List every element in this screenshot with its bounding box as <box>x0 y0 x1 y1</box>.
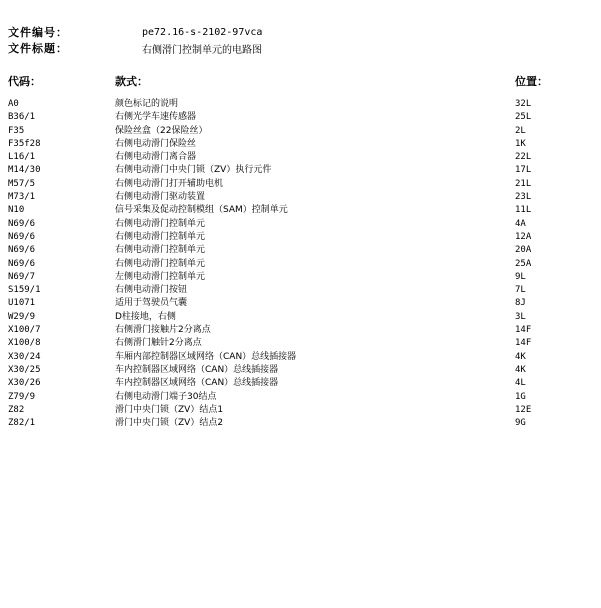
table-row <box>8 324 593 337</box>
part-location: 9G <box>515 418 526 429</box>
part-code: Z82 <box>8 404 25 415</box>
part-description: 右侧电动滑门按钮 <box>115 285 188 296</box>
part-description: 信号采集及促动控制模组（SAM）控制单元 <box>115 205 288 216</box>
part-location: 8J <box>515 298 526 309</box>
part-location: 1K <box>515 138 526 149</box>
doc-number-value: pe72.16-s-2102-97vca <box>142 26 263 38</box>
part-code: X100/7 <box>8 325 41 336</box>
part-location: 1G <box>515 391 526 402</box>
part-code: N69/6 <box>8 218 36 229</box>
table-row <box>8 138 593 151</box>
part-code: M57/5 <box>8 178 36 189</box>
table-row <box>8 271 593 284</box>
location-column-header: 位置： <box>515 75 548 88</box>
part-location: 3L <box>515 311 526 322</box>
part-description: 右侧光学车速传感器 <box>115 112 197 123</box>
part-code: N69/6 <box>8 245 36 256</box>
part-location: 14F <box>515 325 532 336</box>
doc-title-value: 右侧滑门控制单元的电路图 <box>142 44 262 56</box>
table-row <box>8 284 593 297</box>
table-row <box>8 337 593 350</box>
part-description: 右侧电动滑门中央门锁（ZV）执行元件 <box>115 165 272 176</box>
part-code: W29/9 <box>8 311 36 322</box>
part-description: 右侧电动滑门控制单元 <box>115 218 206 229</box>
part-code: M73/1 <box>8 192 36 203</box>
part-location: 4K <box>515 351 526 362</box>
part-description: 车内控制器区域网络（CAN）总线插接器 <box>115 378 279 389</box>
part-location: 25A <box>515 258 532 269</box>
table-row <box>8 297 593 310</box>
table-row <box>8 377 593 390</box>
part-location: 23L <box>515 192 532 203</box>
column-headers <box>8 73 593 89</box>
part-location: 4A <box>515 218 526 229</box>
table-row <box>8 125 593 138</box>
part-description: 右侧电动滑门控制单元 <box>115 245 206 256</box>
table-row <box>8 311 593 324</box>
part-location: 12A <box>515 231 532 242</box>
part-description: 左侧电动滑门控制单元 <box>115 271 206 282</box>
part-code: Z82/1 <box>8 418 36 429</box>
part-location: 9L <box>515 271 526 282</box>
part-code: U1071 <box>8 298 36 309</box>
table-row <box>8 258 593 271</box>
table-row <box>8 111 593 124</box>
part-location: 25L <box>515 112 532 123</box>
part-code: A0 <box>8 99 19 109</box>
doc-number-row <box>8 24 588 40</box>
doc-title-row <box>8 40 588 56</box>
table-row <box>8 404 593 417</box>
table-row <box>8 178 593 191</box>
table-row <box>8 351 593 364</box>
part-code: X30/24 <box>8 351 41 362</box>
doc-number-label: 文件编号： <box>8 26 68 39</box>
code-column-header: 代码： <box>8 75 41 88</box>
table-row <box>8 151 593 164</box>
part-description: 右侧电动滑门端子30结点 <box>115 391 217 402</box>
part-location: 21L <box>515 178 532 189</box>
part-description: 右侧电动滑门驱动装置 <box>115 192 206 203</box>
table-row <box>8 244 593 257</box>
part-location: 22L <box>515 152 532 163</box>
table-row <box>8 218 593 231</box>
part-location: 4L <box>515 378 526 389</box>
part-code: L16/1 <box>8 152 36 163</box>
part-code: Z79/9 <box>8 391 36 402</box>
part-code: X30/26 <box>8 378 41 389</box>
part-code: M14/30 <box>8 165 41 176</box>
part-description: 车内控制器区域网络（CAN）总线插接器 <box>115 364 279 375</box>
part-code: F35 <box>8 125 25 136</box>
part-location: 7L <box>515 285 526 296</box>
part-code: N69/6 <box>8 231 36 242</box>
part-description: 右侧滑门接触片2分离点 <box>115 325 211 336</box>
part-code: N69/7 <box>8 271 36 282</box>
part-description: 颜色标记的说明 <box>115 99 179 109</box>
part-description: 车厢内部控制器区域网络（CAN）总线插接器 <box>115 351 297 362</box>
part-location: 32L <box>515 99 532 109</box>
part-code: B36/1 <box>8 112 36 123</box>
part-description: 滑门中央门锁（ZV）结点1 <box>115 404 224 415</box>
part-code: N10 <box>8 205 25 216</box>
document-header <box>8 24 588 56</box>
part-description: 右侧电动滑门控制单元 <box>115 231 206 242</box>
table-row <box>8 364 593 377</box>
part-description: 适用于驾驶员气囊 <box>115 298 188 309</box>
table-row <box>8 417 593 430</box>
part-location: 4K <box>515 364 526 375</box>
part-description: 右侧电动滑门打开辅助电机 <box>115 178 224 189</box>
table-row <box>8 164 593 177</box>
part-code: X30/25 <box>8 364 41 375</box>
table-row <box>8 191 593 204</box>
table-row <box>8 231 593 244</box>
part-code: F35f28 <box>8 138 41 149</box>
part-code: X100/8 <box>8 338 41 349</box>
table-row <box>8 204 593 217</box>
part-location: 11L <box>515 205 532 216</box>
part-location: 2L <box>515 125 526 136</box>
parts-table <box>8 98 593 430</box>
part-location: 12E <box>515 404 532 415</box>
part-code: N69/6 <box>8 258 36 269</box>
part-description: 滑门中央门锁（ZV）结点2 <box>115 418 224 429</box>
part-location: 17L <box>515 165 532 176</box>
doc-title-label: 文件标题： <box>8 42 68 55</box>
table-row <box>8 98 593 111</box>
part-location: 14F <box>515 338 532 349</box>
part-code: S159/1 <box>8 285 41 296</box>
model-column-header: 款式： <box>115 75 148 88</box>
part-description: D柱接地，右侧 <box>115 311 176 322</box>
part-description: 右侧电动滑门控制单元 <box>115 258 206 269</box>
table-row <box>8 391 593 404</box>
part-description: 右侧电动滑门保险丝 <box>115 138 197 149</box>
part-location: 20A <box>515 245 532 256</box>
part-description: 保险丝盒（22保险丝） <box>115 125 208 136</box>
part-description: 右侧滑门触针2分离点 <box>115 338 202 349</box>
part-description: 右侧电动滑门离合器 <box>115 152 197 163</box>
